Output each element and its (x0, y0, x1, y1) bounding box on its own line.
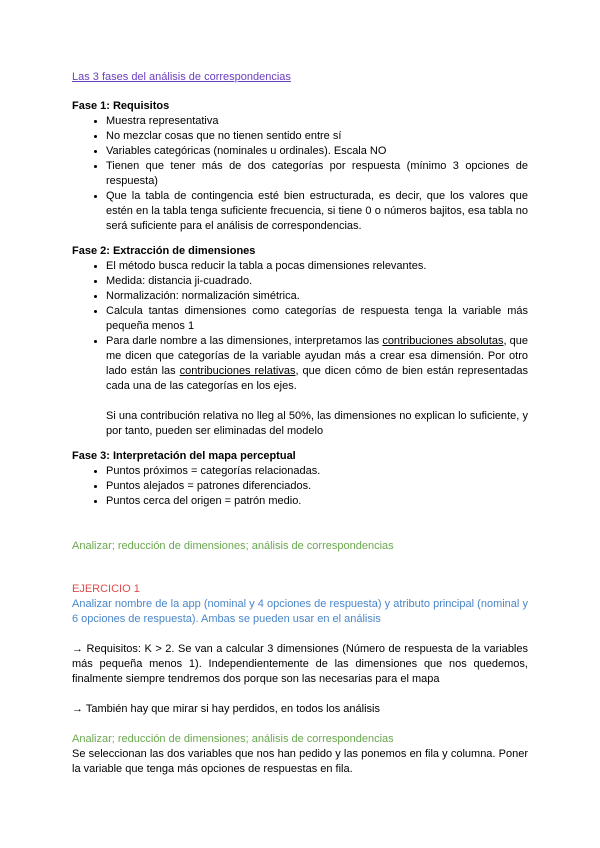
green-menu-path-1: Analizar; reducción de dimensiones; análisis de correspondencias (72, 540, 394, 552)
document-page (72, 70, 528, 777)
title-link[interactable]: Las 3 fases del análisis de correspondencias (72, 71, 291, 83)
phase-1-list (72, 114, 528, 234)
list-item: • Variables categóricas (nominales u ordinales). Escala NO (106, 144, 528, 159)
phase-1-section (72, 99, 528, 234)
list-item: • Muestra representativa (106, 114, 528, 129)
list-item (106, 334, 528, 394)
phase-2-section (72, 244, 528, 439)
phase-2-heading: Fase 2: Extracción de dimensiones (72, 245, 256, 257)
list-item: • Normalización: normalización simétrica. (106, 289, 528, 304)
list-item: • Puntos alejados = patrones diferenciados. (106, 479, 528, 494)
phase-2-list (72, 259, 528, 394)
text-span: , que dicen cómo de bien están representadas cada una de las categorías en los ejes. (106, 365, 528, 392)
list-item: • Calcula tantas dimensiones como categorías de respuesta tenga la variable más pequeña menos 1 (106, 304, 528, 334)
perdidos-paragraph: → También hay que mirar si hay perdidos, en todos los análisis (72, 703, 380, 715)
list-item: • Tienen que tener más de dos categorías por respuesta (mínimo 3 opciones de respuesta) (106, 159, 528, 189)
phase-2-note: Si una contribución relativa no lleg al 50%, las dimensiones no explican lo suficiente, y por tanto, pueden ser eliminadas del modelo (106, 410, 528, 437)
contribuciones-absolutas-term: contribuciones absolutas (382, 335, 504, 347)
phase-1-heading: Fase 1: Requisitos (72, 100, 170, 112)
text-span: , que me dicen que categorías de la variable ayudan más a crear esa dimensión. Por otro lado están las (106, 335, 529, 377)
list-item: • Medida: distancia ji-cuadrado. (106, 274, 528, 289)
phase-3-list (72, 464, 528, 509)
list-item: • Puntos cerca del origen = patrón medio. (106, 494, 528, 509)
list-item: • Puntos próximos = categorías relacionadas. (106, 464, 528, 479)
requisitos-paragraph: → Requisitos: K > 2. Se van a calcular 3 dimensiones (Número de respuesta de la variables más pequeña menos 1). Independientemente de las dimensiones que nos quedemos, finalmente siempre tendremos dos porque son las necesarias para el mapa (72, 643, 528, 685)
list-item: • No mezclar cosas que no tienen sentido entre sí (106, 129, 528, 144)
list-item: • Que la tabla de contingencia esté bien estructurada, es decir, que los valores que estén en la tabla tenga suficiente frecuencia, si tiene 0 o números bajitos, esa tabla no será suficiente para el análisis de correspondencias. (106, 189, 528, 234)
phase-3-heading: Fase 3: Interpretación del mapa perceptual (72, 450, 296, 462)
text-span: Para darle nombre a las dimensiones, interpretamos las (106, 335, 383, 347)
phase-3-section (72, 449, 528, 509)
exercise-statement: Analizar nombre de la app (nominal y 4 opciones de respuesta) y atributo principal (nominal y 6 opciones de respuesta). Ambas se pueden usar en el análisis (72, 598, 528, 625)
green-menu-path-2: Analizar; reducción de dimensiones; análisis de correspondencias (72, 733, 394, 745)
list-item: • El método busca reducir la tabla a pocas dimensiones relevantes. (106, 259, 528, 274)
exercise-heading: EJERCICIO 1 (72, 583, 140, 595)
contribuciones-relativas-term: contribuciones relativas (179, 365, 296, 377)
final-paragraph: Se seleccionan las dos variables que nos han pedido y las ponemos en fila y columna. Poner la variable que tenga más opciones de respuestas en fila. (72, 748, 528, 775)
